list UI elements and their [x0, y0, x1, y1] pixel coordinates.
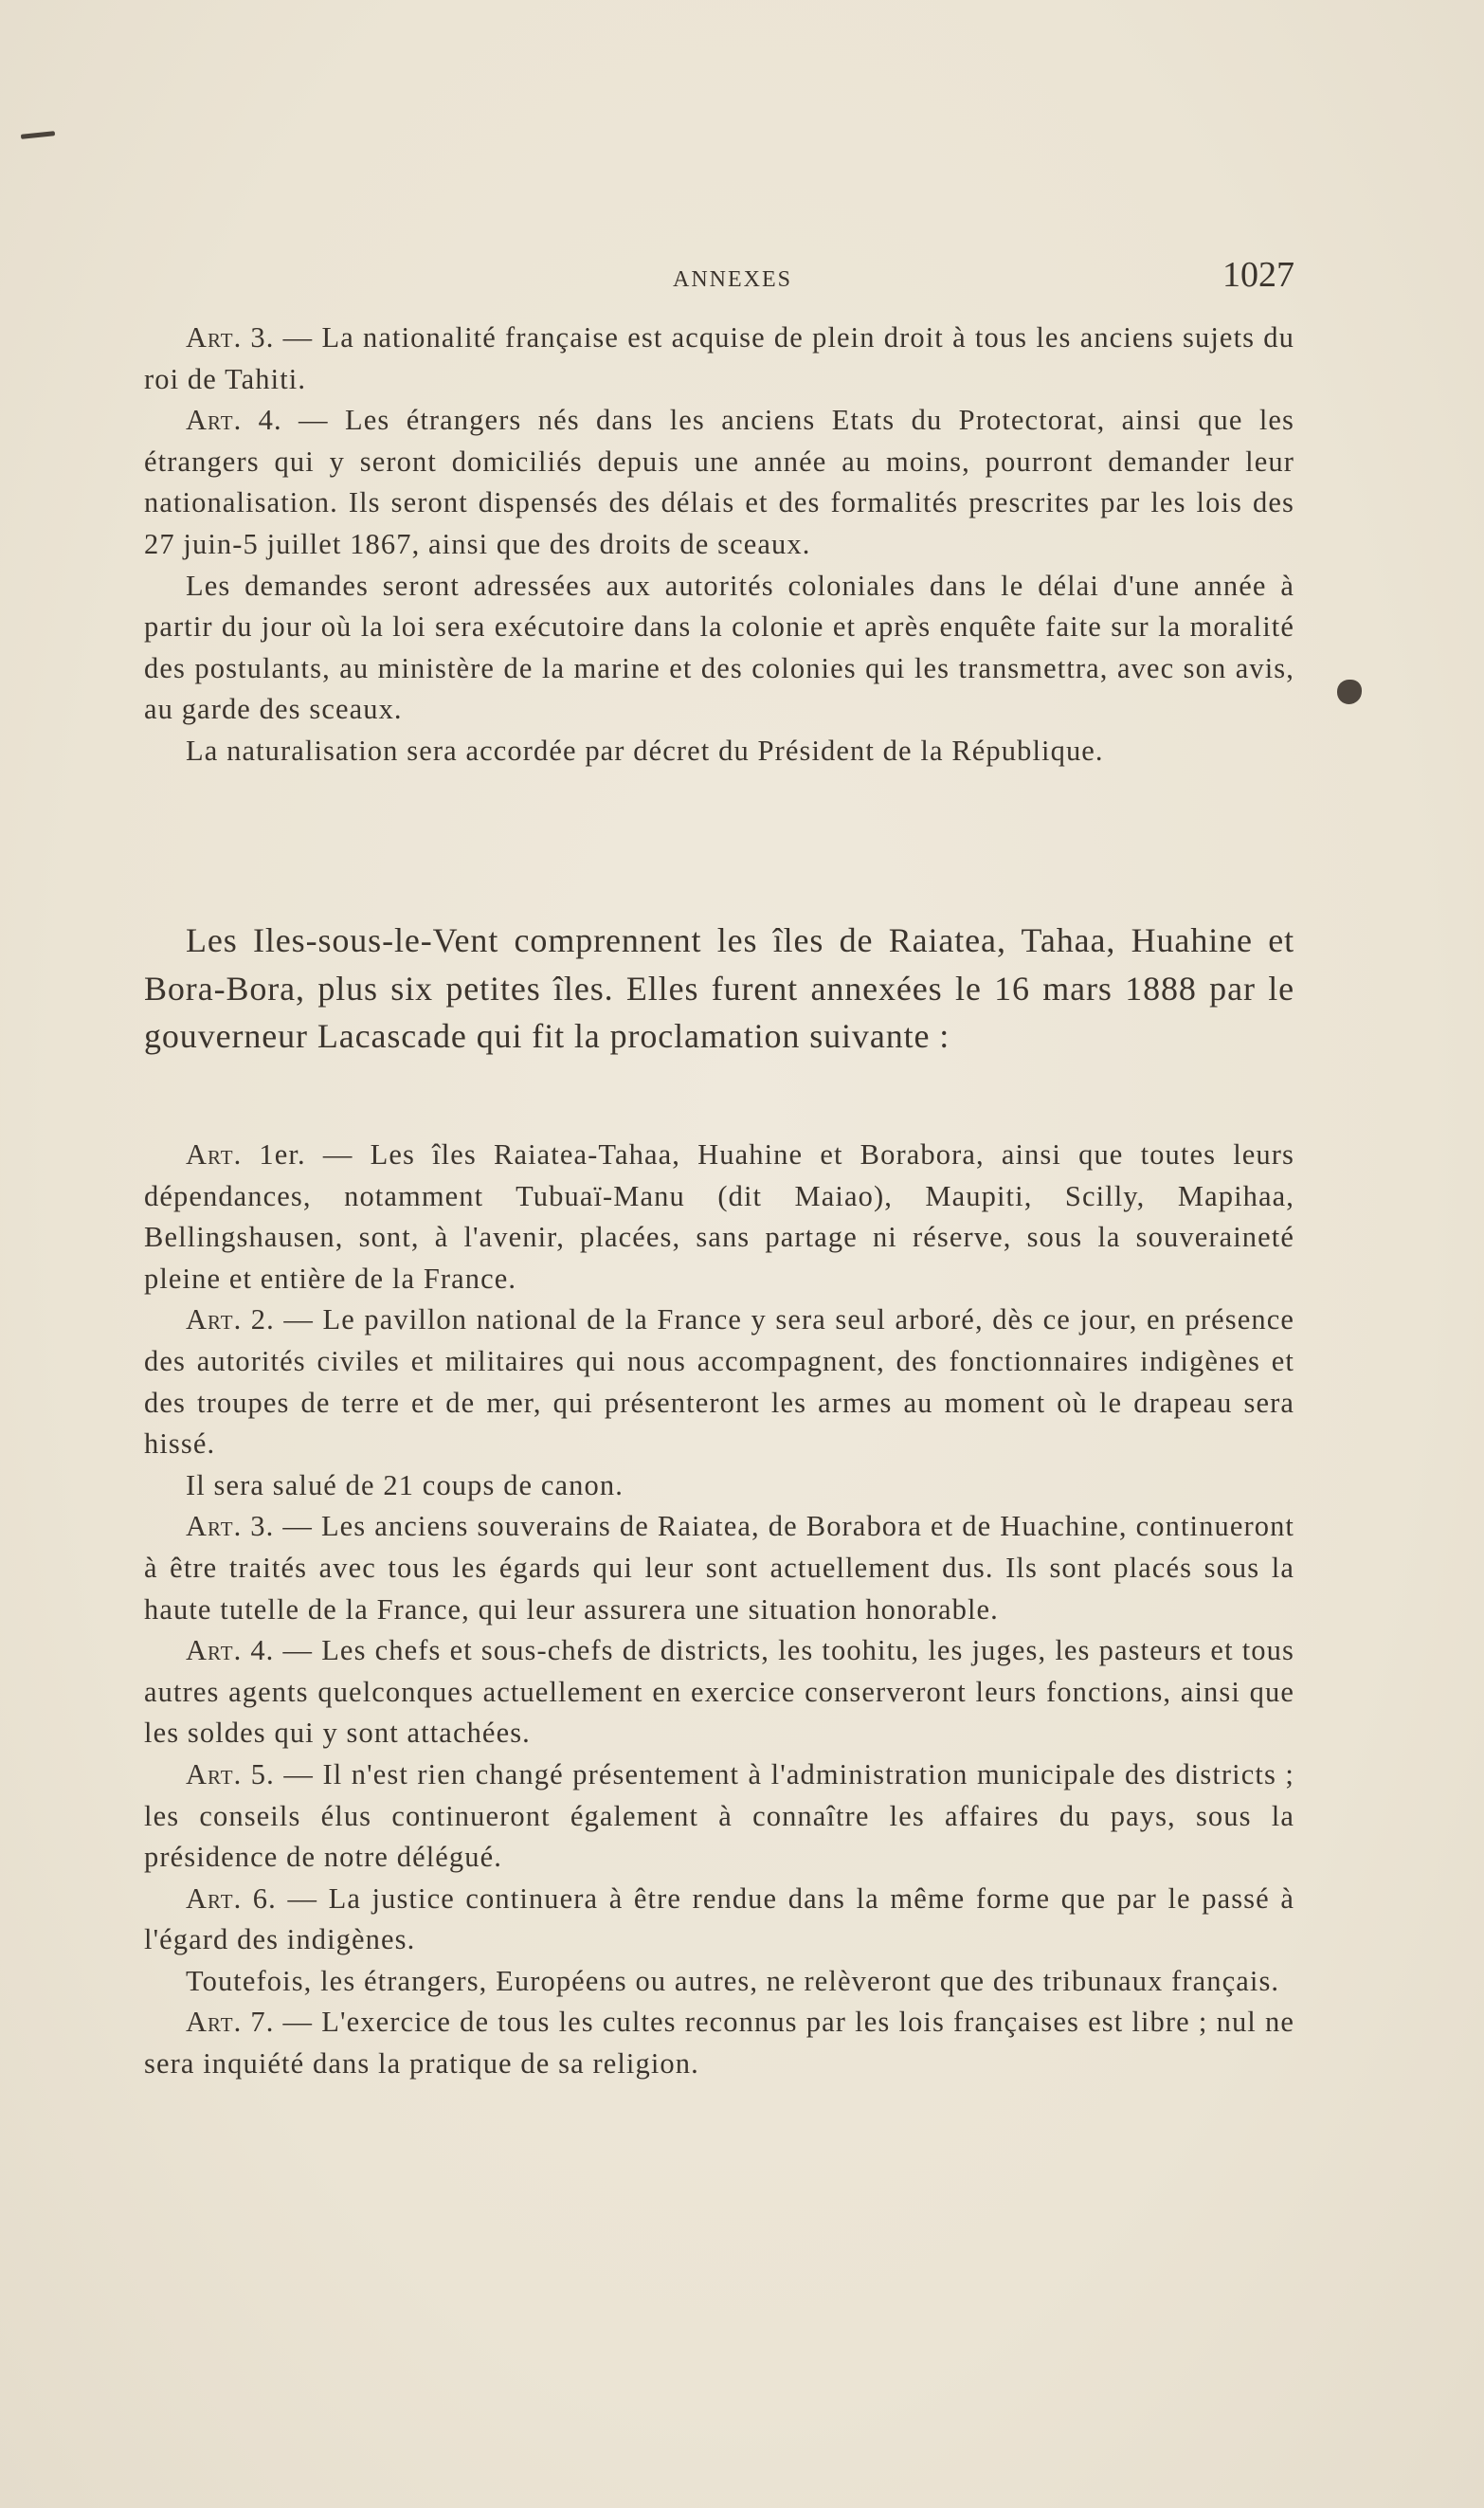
article-paragraph [144, 2002, 1294, 2084]
article-number: 1er. — [242, 1138, 371, 1171]
article-label: Art. [186, 1510, 243, 1543]
article-number: 4. — [242, 404, 345, 437]
article-paragraph [144, 1506, 1294, 1630]
article-paragraph [144, 318, 1294, 400]
article-label: Art. [186, 2006, 243, 2039]
page-number: 1027 [1222, 255, 1294, 295]
body-paragraph [144, 731, 1294, 772]
ink-blot [1337, 680, 1362, 704]
article-text: Il n'est rien changé présentement à l'administration municipale des districts ; les conseils élus continueront également à connaître les affaires du pays, sous la présidence de notre délégué. [144, 1757, 1295, 1874]
articles-block-tahiti [144, 318, 1294, 772]
paragraph-text: Il sera salué de 21 coups de canon. [186, 1468, 624, 1501]
article-label: Art. [186, 1757, 243, 1790]
article-number: 3. — [242, 321, 322, 354]
article-paragraph [144, 1754, 1294, 1879]
article-label: Art. [186, 1634, 243, 1667]
body-paragraph [144, 566, 1294, 731]
paragraph-text: Toutefois, les étrangers, Européens ou autres, ne relèveront que des tribunaux français. [186, 1964, 1280, 1997]
body-paragraph [144, 1465, 1294, 1507]
article-paragraph [144, 400, 1294, 565]
article-number: 3. — [242, 1510, 321, 1543]
article-text: Le pavillon national de la France y sera seul arboré, dès ce jour, en présence des autorités civiles et militaires qui nous accompagnent, des fonctionnaires indigènes et des troupes de terre et de mer, qui présenteront les armes au moment où le drapeau sera hissé. [144, 1303, 1294, 1461]
ink-speck [21, 131, 55, 139]
paragraph-text: La naturalisation sera accordée par décret du Président de la République. [186, 734, 1104, 767]
article-paragraph [144, 1299, 1294, 1464]
page-header [142, 254, 1294, 301]
article-label: Art. [186, 404, 243, 437]
article-text: La justice continuera à être rendue dans la même forme que par le passé à l'égard des indigènes. [144, 1881, 1294, 1956]
paragraph-text: Les demandes seront adressées aux autorités coloniales dans le délai d'une année à partir du jour où la loi sera exécutoire dans la colonie et après enquête faite sur la moralité des postulants, au ministère de la marine et des colonies qui les transmettra, avec son avis, au garde des sceaux. [144, 569, 1294, 726]
article-number: 6. — [242, 1881, 329, 1915]
article-label: Art. [186, 321, 243, 354]
article-number: 2. — [242, 1303, 323, 1336]
narrative-block [144, 917, 1294, 1061]
running-title: ANNEXES [673, 267, 792, 292]
narrative-paragraph: Les Iles-sous-le-Vent comprennent les îles de Raiatea, Tahaa, Huahine et Bora-Bora, plus six petites îles. Elles furent annexées le 16 mars 1888 par le gouverneur Lacascade qui fit la proclamation suivante : [144, 921, 1294, 1055]
article-label: Art. [186, 1138, 243, 1171]
article-paragraph [144, 1879, 1294, 1961]
proclamation-articles-block [144, 1135, 1294, 2085]
article-text: Les chefs et sous-chefs de districts, les toohitu, les juges, les pasteurs et tous autres agents quelconques actuellement en exercice conserveront leurs fonctions, ainsi que les soldes qui y sont attachées. [144, 1634, 1294, 1750]
article-paragraph [144, 1630, 1294, 1754]
article-number: 4. — [242, 1634, 322, 1667]
article-text: Les étrangers nés dans les anciens Etats du Protectorat, ainsi que les étrangers qui y seront domiciliés depuis une année au moins, pourront demander leur nationalisation. Ils seront dispensés des délais et des formalités prescrites par les lois des 27 juin-5 juillet 1867, ainsi que des droits de sceaux. [144, 404, 1294, 560]
article-text: L'exercice de tous les cultes reconnus par les lois françaises est libre ; nul ne sera inquiété dans la pratique de sa religion. [144, 2006, 1294, 2081]
article-text: La nationalité française est acquise de plein droit à tous les anciens sujets du roi de Tahiti. [144, 321, 1294, 395]
body-paragraph [144, 1961, 1294, 2003]
article-text: Les îles Raiatea-Tahaa, Huahine et Borabora, ainsi que toutes leurs dépendances, notamment Tubuaï-Manu (dit Maiao), Maupiti, Scilly, Mapihaa, Bellingshausen, sont, à l'avenir, placées, sans partage ni réserve, sous la souveraineté pleine et entière de la France. [144, 1138, 1295, 1295]
article-label: Art. [186, 1881, 243, 1915]
article-label: Art. [186, 1303, 243, 1336]
article-paragraph [144, 1135, 1294, 1299]
article-number: 7. — [242, 2006, 322, 2039]
article-number: 5. — [242, 1757, 323, 1790]
article-text: Les anciens souverains de Raiatea, de Borabora et de Huachine, continueront à être traités avec tous les égards qui leur sont actuellement dus. Ils sont placés sous la haute tutelle de la France, qui leur assurera une situation honorable. [144, 1510, 1294, 1626]
